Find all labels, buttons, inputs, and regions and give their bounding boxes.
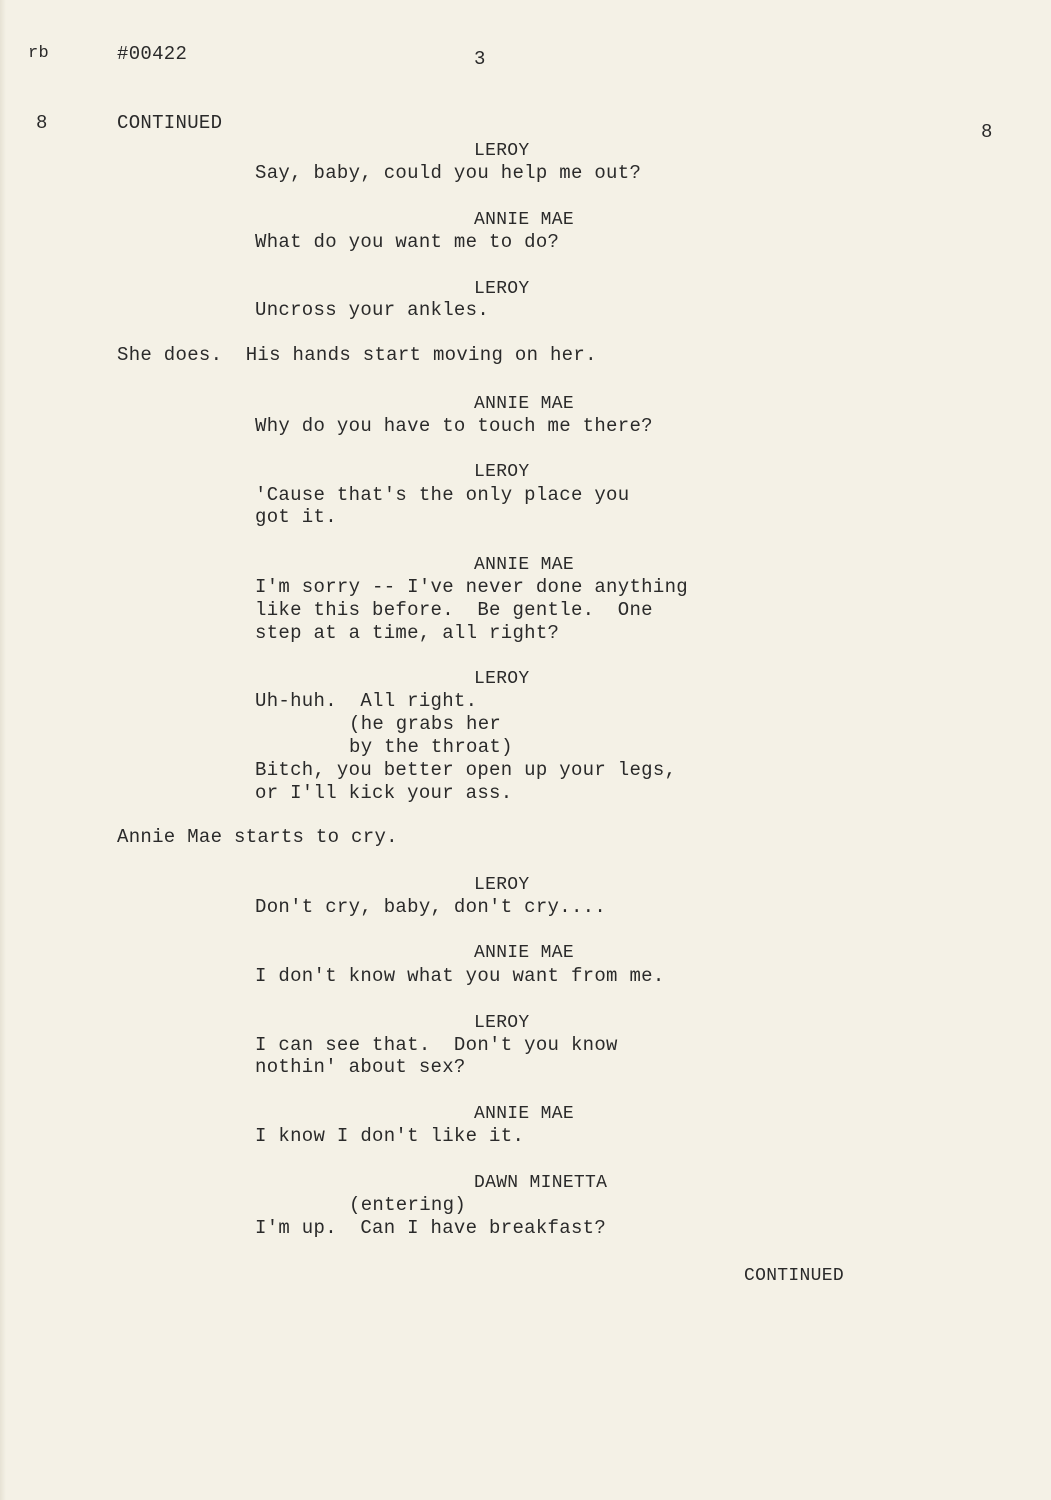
dialogue-line: Uncross your ankles. [255,299,490,321]
script-number: #00422 [117,43,188,65]
dialogue-line: I'm sorry -- I've never done anything [255,576,688,598]
parenthetical: (entering) [349,1194,467,1216]
character-name: ANNIE MAE [474,1104,574,1124]
scene-number-right: 8 [981,121,993,143]
dialogue-line: Bitch, you better open up your legs, [255,759,677,781]
parenthetical: (he grabs her [349,713,502,735]
character-name: ANNIE MAE [474,210,574,230]
dialogue-line: or I'll kick your ass. [255,782,513,804]
corner-mark: rb [28,44,50,63]
dialogue-line: I can see that. Don't you know [255,1034,618,1056]
scene-number-left: 8 [36,112,48,134]
dialogue-line: like this before. Be gentle. One [255,599,653,621]
action-line: Annie Mae starts to cry. [117,826,398,848]
dialogue-line: What do you want me to do? [255,231,560,253]
character-name: LEROY [474,669,530,689]
dialogue-line: nothin' about sex? [255,1056,466,1078]
dialogue-line: I'm up. Can I have breakfast? [255,1217,607,1239]
dialogue-line: I don't know what you want from me. [255,965,665,987]
dialogue-line: Uh-huh. All right. [255,690,478,712]
parenthetical: by the throat) [349,736,513,758]
character-name: ANNIE MAE [474,943,574,963]
dialogue-line: got it. [255,506,337,528]
dialogue-line: step at a time, all right? [255,622,560,644]
page-number: 3 [474,48,486,70]
character-name: ANNIE MAE [474,394,574,414]
page-edge-shadow [0,0,6,1500]
character-name: LEROY [474,1013,530,1033]
dialogue-line: Say, baby, could you help me out? [255,162,642,184]
continued-bottom: CONTINUED [744,1266,844,1286]
character-name: LEROY [474,141,530,161]
dialogue-line: Why do you have to touch me there? [255,415,653,437]
character-name: LEROY [474,279,530,299]
character-name: LEROY [474,875,530,895]
character-name: DAWN MINETTA [474,1173,608,1193]
dialogue-line: 'Cause that's the only place you [255,484,630,506]
character-name: LEROY [474,462,530,482]
dialogue-line: I know I don't like it. [255,1125,525,1147]
action-line: She does. His hands start moving on her. [117,344,597,366]
character-name: ANNIE MAE [474,555,574,575]
dialogue-line: Don't cry, baby, don't cry.... [255,896,607,918]
continued-top: CONTINUED [117,112,223,134]
